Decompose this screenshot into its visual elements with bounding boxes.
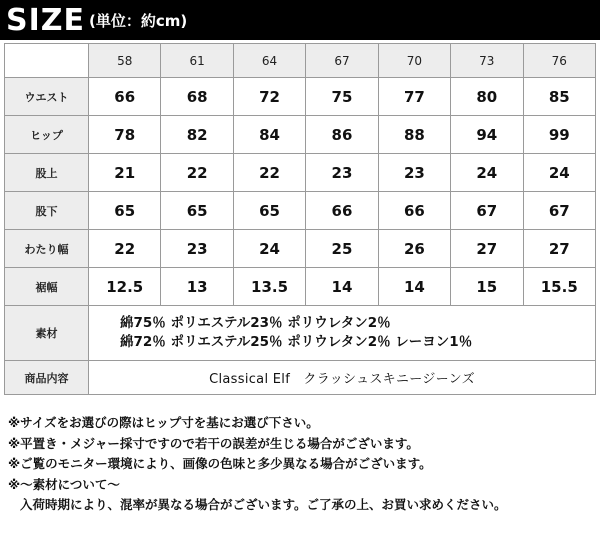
table-cell: 72 bbox=[233, 78, 305, 116]
table-cell: 66 bbox=[89, 78, 161, 116]
table-row-product bbox=[5, 361, 596, 395]
table-cell: 23 bbox=[378, 154, 450, 192]
table-cell: 77 bbox=[378, 78, 450, 116]
table-cell: 78 bbox=[89, 116, 161, 154]
material-line: 綿75％ ポリエステル23％ ポリウレタン2％ bbox=[120, 315, 391, 331]
table-row-material bbox=[5, 306, 596, 361]
table-cell: 21 bbox=[89, 154, 161, 192]
table-cell: 22 bbox=[89, 230, 161, 268]
table-cell: 27 bbox=[523, 230, 595, 268]
table-cell: 84 bbox=[233, 116, 305, 154]
size-table bbox=[4, 43, 596, 395]
table-cell: 12.5 bbox=[89, 268, 161, 306]
size-header-cell: 70 bbox=[378, 44, 450, 78]
table-cell: 85 bbox=[523, 78, 595, 116]
row-label: 股上 bbox=[5, 154, 89, 192]
product-cell: Classical Elf クラッシュスキニージーンズ bbox=[89, 361, 596, 395]
table-cell: 65 bbox=[233, 192, 305, 230]
table-row-hip bbox=[5, 116, 596, 154]
header-bar bbox=[0, 0, 600, 40]
row-label: ヒップ bbox=[5, 116, 89, 154]
notes bbox=[8, 413, 596, 516]
size-header-cell: 76 bbox=[523, 44, 595, 78]
table-cell: 67 bbox=[451, 192, 523, 230]
size-header-cell: 67 bbox=[306, 44, 378, 78]
table-row-hem bbox=[5, 268, 596, 306]
row-label: 股下 bbox=[5, 192, 89, 230]
table-cell: 23 bbox=[161, 230, 233, 268]
header-unit: (単位：約cm) bbox=[89, 11, 188, 30]
row-label: ウエスト bbox=[5, 78, 89, 116]
table-cell: 99 bbox=[523, 116, 595, 154]
table-cell: 15.5 bbox=[523, 268, 595, 306]
size-header-cell: 61 bbox=[161, 44, 233, 78]
table-cell: 82 bbox=[161, 116, 233, 154]
table-cell: 25 bbox=[306, 230, 378, 268]
table-cell: 66 bbox=[306, 192, 378, 230]
table-cell: 65 bbox=[89, 192, 161, 230]
table-cell: 86 bbox=[306, 116, 378, 154]
table-row-thigh bbox=[5, 230, 596, 268]
table-cell: 68 bbox=[161, 78, 233, 116]
table-row-rise bbox=[5, 154, 596, 192]
table-cell: 15 bbox=[451, 268, 523, 306]
table-cell: 67 bbox=[523, 192, 595, 230]
note-line: 入荷時期により、混率が異なる場合がございます。ご了承の上、お買い求めください。 bbox=[20, 497, 507, 512]
table-cell: 13.5 bbox=[233, 268, 305, 306]
header-title: SIZE bbox=[6, 2, 86, 38]
material-cell bbox=[89, 306, 596, 361]
material-line: 綿72％ ポリエステル25％ ポリウレタン2％ レーヨン1％ bbox=[120, 334, 473, 350]
corner-cell bbox=[5, 44, 89, 78]
row-label: 素材 bbox=[5, 306, 89, 361]
table-cell: 26 bbox=[378, 230, 450, 268]
table-cell: 80 bbox=[451, 78, 523, 116]
table-cell: 24 bbox=[233, 230, 305, 268]
size-header-cell: 73 bbox=[451, 44, 523, 78]
table-cell: 13 bbox=[161, 268, 233, 306]
table-row-inseam bbox=[5, 192, 596, 230]
table-cell: 65 bbox=[161, 192, 233, 230]
row-label: 裾幅 bbox=[5, 268, 89, 306]
table-row-waist bbox=[5, 78, 596, 116]
table-cell: 88 bbox=[378, 116, 450, 154]
row-label: わたり幅 bbox=[5, 230, 89, 268]
table-cell: 94 bbox=[451, 116, 523, 154]
table-cell: 14 bbox=[378, 268, 450, 306]
table-cell: 22 bbox=[161, 154, 233, 192]
note-line: ※～素材について～ bbox=[8, 476, 120, 492]
table-cell: 24 bbox=[451, 154, 523, 192]
table-cell: 66 bbox=[378, 192, 450, 230]
table-cell: 14 bbox=[306, 268, 378, 306]
table-cell: 75 bbox=[306, 78, 378, 116]
size-header-row bbox=[5, 44, 596, 78]
note-line: ※サイズをお選びの際はヒップ寸を基にお選び下さい。 bbox=[8, 415, 319, 430]
note-line: ※平置き・メジャー採寸ですので若干の誤差が生じる場合がございます。 bbox=[8, 435, 419, 451]
note-line: ※ご覧のモニター環境により、画像の色味と多少異なる場合がございます。 bbox=[8, 456, 432, 471]
row-label: 商品内容 bbox=[5, 361, 89, 395]
size-header-cell: 64 bbox=[233, 44, 305, 78]
table-cell: 23 bbox=[306, 154, 378, 192]
size-header-cell: 58 bbox=[89, 44, 161, 78]
table-cell: 22 bbox=[233, 154, 305, 192]
table-cell: 24 bbox=[523, 154, 595, 192]
table-cell: 27 bbox=[451, 230, 523, 268]
